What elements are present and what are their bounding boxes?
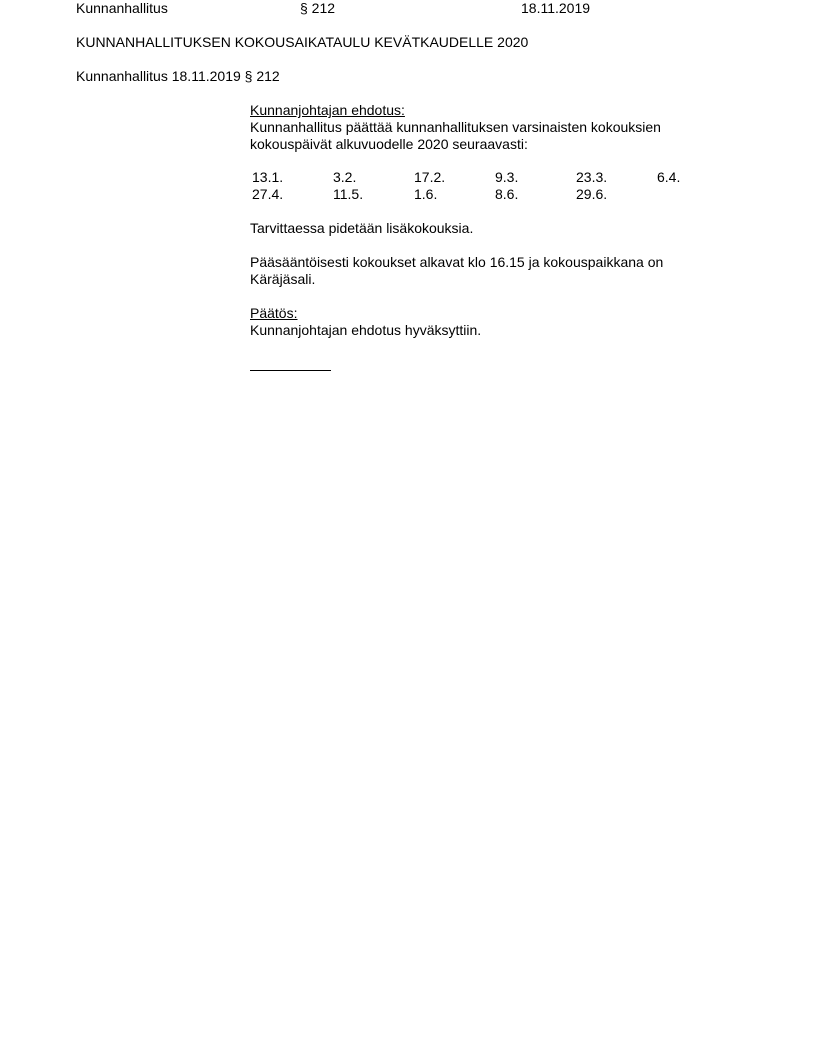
date-cell: 13.1. <box>252 169 284 185</box>
date-cell: 8.6. <box>495 186 519 202</box>
date-cell: 6.4. <box>657 169 681 185</box>
date-cell: 17.2. <box>414 169 446 185</box>
dates-row <box>249 186 735 203</box>
decision-text: Kunnanjohtajan ehdotus hyväksyttiin. <box>250 322 482 338</box>
header-section: § 212 <box>300 0 336 16</box>
dates-row <box>249 169 735 186</box>
decision-block <box>250 305 710 339</box>
location-block <box>250 254 710 288</box>
date-cell: 29.6. <box>576 186 608 202</box>
meeting-reference: Kunnanhallitus 18.11.2019 § 212 <box>76 68 280 84</box>
date-cell <box>654 186 735 203</box>
date-cell: 3.2. <box>333 169 357 185</box>
proposal-line-1: Kunnanhallitus päättää kunnanhallituksen varsinaisten kokouksien <box>250 119 661 135</box>
proposal-block <box>250 102 710 153</box>
signature-rule <box>250 370 331 371</box>
date-cell: 1.6. <box>414 186 438 202</box>
extra-meetings: Tarvittaessa pidetään lisäkokouksia. <box>250 220 474 236</box>
header-date: 18.11.2019 <box>521 0 591 16</box>
decision-heading: Päätös: <box>250 305 298 321</box>
proposal-line-2: kokouspäivät alkuvuodelle 2020 seuraavasti: <box>250 136 528 152</box>
date-cell: 27.4. <box>252 186 284 202</box>
meeting-dates-table <box>249 169 735 203</box>
document-title: KUNNANHALLITUKSEN KOKOUSAIKATAULU KEVÄTKAUDELLE 2020 <box>76 34 529 50</box>
header-organ: Kunnanhallitus <box>76 0 168 16</box>
date-cell: 23.3. <box>576 169 608 185</box>
date-cell: 11.5. <box>333 186 364 202</box>
location-line-2: Käräjäsali. <box>250 271 316 287</box>
proposal-heading: Kunnanjohtajan ehdotus: <box>250 102 405 118</box>
date-cell: 9.3. <box>495 169 519 185</box>
location-line-1: Pääsääntöisesti kokoukset alkavat klo 16.15 ja kokouspaikkana on <box>250 254 664 270</box>
